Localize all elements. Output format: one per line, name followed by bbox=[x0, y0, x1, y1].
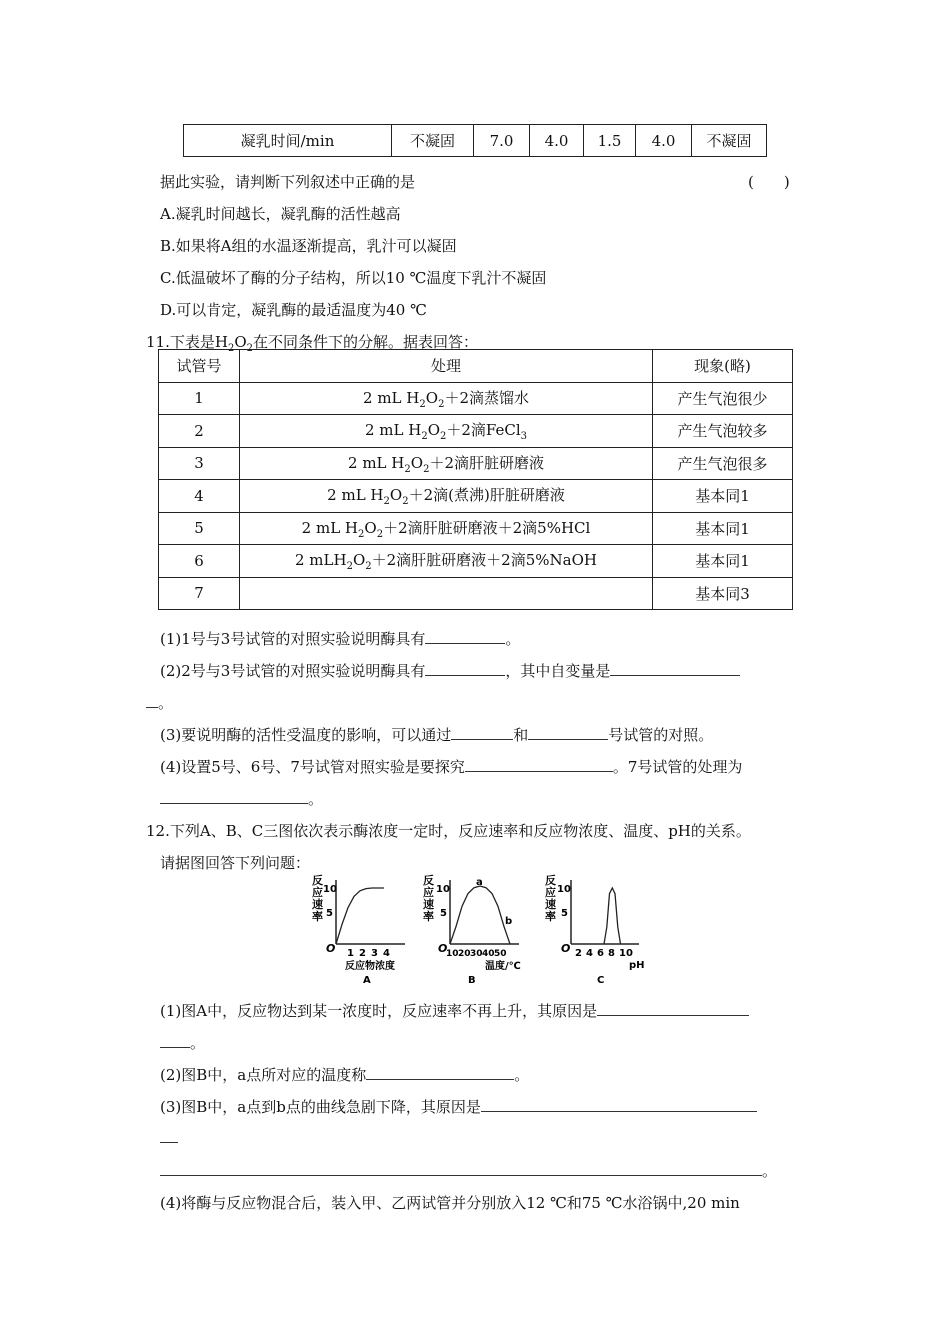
treatment-cell: 2 mL $H_2O_2+2$滴肝脏研磨液＋2滴5%HCl bbox=[240, 512, 653, 545]
y-axis-label: 应 bbox=[312, 886, 323, 899]
tube-number: 4 bbox=[159, 480, 240, 513]
x-axis-label: 温度/℃ bbox=[485, 961, 521, 972]
origin-label: O bbox=[561, 942, 571, 955]
answer-blank[interactable] bbox=[425, 629, 505, 644]
graph-c bbox=[545, 873, 645, 986]
answer-paren: ( ) bbox=[748, 173, 790, 191]
x-tick-label: 1 bbox=[347, 948, 354, 959]
result-cell: 基本同1 bbox=[653, 512, 793, 545]
treatment-cell: 2 mL $H_2O_2+2$滴(煮沸)肝脏研磨液 bbox=[240, 480, 653, 513]
series-line bbox=[450, 886, 513, 944]
x-tick-label: 2 bbox=[575, 948, 582, 959]
answer-blank[interactable] bbox=[451, 725, 513, 740]
tube-number: 6 bbox=[159, 545, 240, 578]
y-axis-label: 反 bbox=[423, 874, 434, 887]
q11-sub4: (4)设置5号、6号、7号试管对照实验是要探究 。7号试管的处理为 bbox=[160, 758, 743, 776]
y-axis-label: 反 bbox=[312, 874, 323, 887]
table-row bbox=[159, 512, 793, 545]
q12-sub4: (4)将酶与反应物混合后，装入甲、乙两试管并分别放入12 ℃和75 ℃水浴锅中,20 min bbox=[160, 1194, 740, 1212]
y-axis-label: 速 bbox=[545, 898, 556, 911]
result-cell: 基本同1 bbox=[653, 480, 793, 513]
graph-a bbox=[312, 873, 405, 986]
x-tick-label: 3 bbox=[371, 948, 378, 959]
table-cell: 1.5 bbox=[584, 125, 636, 157]
q11-sub3: (3)要说明酶的活性受温度的影响，可以通过 和 号试管的对照。 bbox=[160, 726, 714, 744]
result-cell: 产生气泡较多 bbox=[653, 415, 793, 448]
treatment-cell: 2 mL $H_2O_2+2$滴肝脏研磨液 bbox=[240, 447, 653, 480]
table-row bbox=[159, 447, 793, 480]
table-cell: 不凝固 bbox=[392, 125, 474, 157]
y-axis-label: 率 bbox=[312, 910, 323, 923]
y-axis-label: 应 bbox=[545, 886, 556, 899]
q12-sub3-cont bbox=[160, 1128, 178, 1147]
x-tick-label: 20 bbox=[458, 949, 471, 959]
x-tick-label: 40 bbox=[482, 949, 495, 959]
table-row bbox=[159, 415, 793, 448]
x-tick-label: 6 bbox=[597, 948, 604, 959]
point-label-b: b bbox=[505, 916, 513, 927]
y-axis-label: 应 bbox=[423, 886, 434, 899]
answer-blank[interactable] bbox=[160, 1161, 762, 1176]
column-header: 现象(略) bbox=[653, 350, 793, 383]
chart-title: C bbox=[597, 975, 605, 986]
origin-label: O bbox=[326, 942, 336, 955]
x-tick-label: 2 bbox=[359, 948, 366, 959]
answer-blank[interactable] bbox=[597, 1001, 749, 1016]
y-axis-label: 反 bbox=[545, 874, 556, 887]
q12-title: 12.下列A、B、C三图依次表示酶浓度一定时，反应速率和反应物浓度、温度、pH的关系。 bbox=[146, 822, 751, 840]
y-tick-label: 10 bbox=[436, 884, 450, 895]
q11-sub4-cont: 。 bbox=[160, 788, 323, 809]
result-cell: 产生气泡很多 bbox=[653, 447, 793, 480]
column-header: 处理 bbox=[240, 350, 653, 383]
treatment-cell bbox=[240, 577, 653, 610]
x-axis-label: pH bbox=[629, 960, 645, 971]
q10-option-b: B.如果将A组的水温逐渐提高，乳汁可以凝固 bbox=[160, 237, 457, 255]
answer-blank[interactable] bbox=[610, 661, 740, 676]
tube-number: 3 bbox=[159, 447, 240, 480]
x-tick-label: 10 bbox=[446, 949, 459, 959]
table-cell: 凝乳时间/min bbox=[184, 125, 392, 157]
table-header-row bbox=[159, 350, 793, 383]
table-row bbox=[159, 577, 793, 610]
result-cell: 基本同1 bbox=[653, 545, 793, 578]
chart-title: A bbox=[363, 975, 371, 986]
y-tick-label: 10 bbox=[323, 884, 337, 895]
origin-label: O bbox=[438, 942, 448, 955]
q11-sub1: (1)1号与3号试管的对照实验说明酶具有 。 bbox=[160, 630, 521, 648]
q12-sub1: (1)图A中，反应物达到某一浓度时，反应速率不再上升，其原因是 bbox=[160, 1000, 749, 1021]
q10-option-d: D.可以肯定，凝乳酶的最适温度为40 ℃ bbox=[160, 301, 427, 319]
x-tick-label: 4 bbox=[586, 948, 593, 959]
table-row bbox=[159, 480, 793, 513]
chart-title: B bbox=[468, 975, 476, 986]
series-line bbox=[336, 888, 384, 944]
y-axis-label: 速 bbox=[423, 898, 434, 911]
q11-sub2: (2)2号与3号试管的对照实验说明酶具有 ，其中自变量是 bbox=[160, 660, 740, 681]
series-line bbox=[604, 888, 621, 944]
q10-option-a: A.凝乳时间越长，凝乳酶的活性越高 bbox=[160, 205, 401, 223]
answer-blank[interactable] bbox=[481, 1097, 757, 1112]
q11-sub2-cont: 。 bbox=[146, 692, 173, 713]
answer-blank[interactable] bbox=[425, 661, 505, 676]
graph-b bbox=[423, 873, 521, 986]
x-tick-label: 4 bbox=[383, 948, 390, 959]
q12-sub3: (3)图B中，a点到b点的曲线急剧下降，其原因是 bbox=[160, 1096, 757, 1117]
treatment-cell: 2 mL $H_2O_2+2$滴FeCl$_3$ bbox=[240, 415, 653, 448]
table-row bbox=[159, 382, 793, 415]
q12-sub2: (2)图B中，a点所对应的温度称 。 bbox=[160, 1066, 530, 1084]
x-axis-label: 反应物浓度 bbox=[345, 961, 395, 972]
table-cell: 7.0 bbox=[474, 125, 530, 157]
y-axis-label: 速 bbox=[312, 898, 323, 911]
answer-blank[interactable] bbox=[160, 1033, 190, 1048]
q10-option-c: C.低温破坏了酶的分子结构，所以10 ℃温度下乳汁不凝固 bbox=[160, 269, 547, 287]
q11-title: 11.下表是$H_2O_2$在不同条件下的分解。据表回答： bbox=[146, 333, 479, 354]
x-tick-label: 10 bbox=[619, 948, 633, 959]
x-tick-label: 8 bbox=[608, 948, 615, 959]
y-tick-label: 5 bbox=[440, 908, 447, 919]
q12-sub3-cont2: 。 bbox=[160, 1160, 777, 1181]
h2o2-table bbox=[158, 349, 793, 610]
rate-graphs bbox=[295, 872, 675, 988]
result-cell: 产生气泡很少 bbox=[653, 382, 793, 415]
tube-number: 2 bbox=[159, 415, 240, 448]
column-header: 试管号 bbox=[159, 350, 240, 383]
tube-number: 7 bbox=[159, 577, 240, 610]
table-cell: 4.0 bbox=[636, 125, 692, 157]
table-row bbox=[159, 545, 793, 578]
result-cell: 基本同3 bbox=[653, 577, 793, 610]
q10-stem: 据此实验，请判断下列叙述中正确的是 bbox=[160, 173, 416, 191]
y-tick-label: 5 bbox=[326, 908, 333, 919]
table-cell: 4.0 bbox=[530, 125, 584, 157]
q12-prompt: 请据图回答下列问题： bbox=[160, 854, 311, 872]
table-cell: 不凝固 bbox=[692, 125, 767, 157]
answer-blank[interactable] bbox=[146, 693, 158, 708]
answer-blank[interactable] bbox=[465, 757, 613, 772]
answer-blank[interactable] bbox=[528, 725, 608, 740]
answer-blank[interactable] bbox=[366, 1065, 514, 1080]
treatment-cell: 2 mL $H_2O_2+2$滴蒸馏水 bbox=[240, 382, 653, 415]
answer-blank[interactable] bbox=[160, 789, 308, 804]
x-tick-label: 30 bbox=[470, 949, 483, 959]
point-label-a: a bbox=[476, 877, 483, 888]
tube-number: 1 bbox=[159, 382, 240, 415]
y-tick-label: 5 bbox=[561, 908, 568, 919]
table-row bbox=[184, 125, 767, 157]
y-axis-label: 率 bbox=[423, 910, 434, 923]
x-tick-label: 50 bbox=[494, 949, 507, 959]
y-tick-label: 10 bbox=[557, 884, 571, 895]
tube-number: 5 bbox=[159, 512, 240, 545]
answer-blank[interactable] bbox=[160, 1128, 178, 1143]
coagulation-table bbox=[183, 124, 767, 157]
y-axis-label: 率 bbox=[545, 910, 556, 923]
treatment-cell: 2 $mLH_2O_2+2$滴肝脏研磨液＋2滴5%NaOH bbox=[240, 545, 653, 578]
q12-sub1-cont: 。 bbox=[160, 1032, 205, 1053]
